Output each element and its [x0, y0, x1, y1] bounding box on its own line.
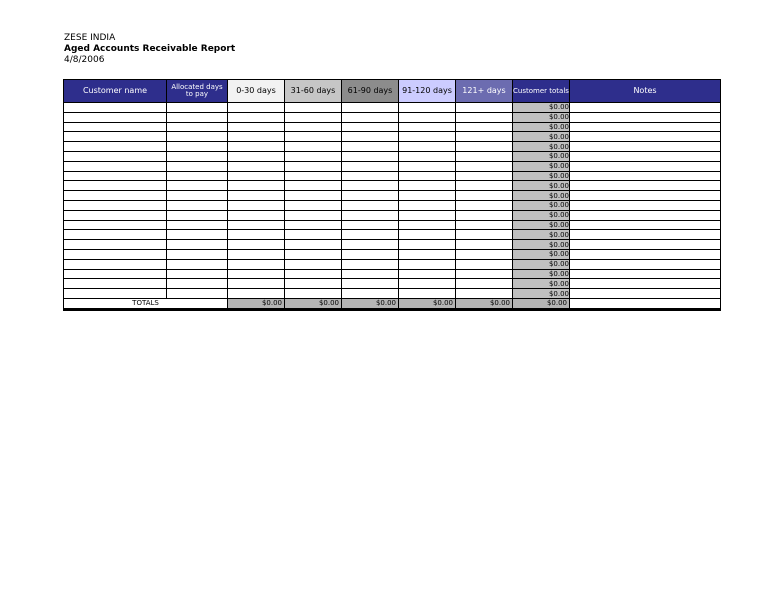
days-61-90-cell[interactable]: [342, 259, 399, 269]
allocated-days-cell[interactable]: [167, 200, 228, 210]
table-row: [64, 132, 721, 142]
days-61-90-cell[interactable]: [342, 181, 399, 191]
days-61-90-cell[interactable]: [342, 269, 399, 279]
allocated-days-cell[interactable]: [167, 210, 228, 220]
days-121-plus-cell[interactable]: [456, 259, 513, 269]
table-row: [64, 112, 721, 122]
notes-cell[interactable]: [570, 181, 721, 191]
customer-total-cell: $0.00: [513, 220, 570, 230]
table-row: [64, 200, 721, 210]
customer-total-cell: $0.00: [513, 230, 570, 240]
customer-total-cell: $0.00: [513, 103, 570, 113]
days-91-120-cell[interactable]: [399, 132, 456, 142]
days-31-60-cell[interactable]: [285, 142, 342, 152]
days-91-120-cell[interactable]: [399, 240, 456, 250]
notes-cell[interactable]: [570, 151, 721, 161]
allocated-days-cell[interactable]: [167, 151, 228, 161]
customer-name-cell[interactable]: [64, 191, 167, 201]
totals-notes-cell: [570, 298, 721, 309]
days-0-30-cell[interactable]: [228, 191, 285, 201]
customer-total-cell: $0.00: [513, 112, 570, 122]
days-121-plus-cell[interactable]: [456, 171, 513, 181]
col-header-customer-totals-label: Customer totals: [513, 86, 569, 95]
days-91-120-cell[interactable]: [399, 112, 456, 122]
days-121-plus-cell[interactable]: [456, 210, 513, 220]
days-91-120-cell[interactable]: [399, 279, 456, 289]
days-0-30-cell[interactable]: [228, 259, 285, 269]
days-91-120-cell[interactable]: [399, 181, 456, 191]
allocated-days-cell[interactable]: [167, 112, 228, 122]
days-31-60-cell[interactable]: [285, 220, 342, 230]
allocated-days-cell[interactable]: [167, 289, 228, 299]
customer-name-cell[interactable]: [64, 112, 167, 122]
grand-total: $0.00: [513, 298, 570, 309]
customer-total-cell: $0.00: [513, 161, 570, 171]
table-row: [64, 171, 721, 181]
col-header-customer-name: Customer name: [64, 80, 167, 103]
days-31-60-cell[interactable]: [285, 181, 342, 191]
days-91-120-cell[interactable]: [399, 289, 456, 299]
customer-name-cell[interactable]: [64, 220, 167, 230]
col-header-121-plus: 121+ days: [456, 80, 513, 103]
days-91-120-cell[interactable]: [399, 161, 456, 171]
days-61-90-cell[interactable]: [342, 112, 399, 122]
days-31-60-cell[interactable]: [285, 230, 342, 240]
customer-total-cell: $0.00: [513, 181, 570, 191]
customer-total-cell: $0.00: [513, 142, 570, 152]
table-row: [64, 259, 721, 269]
customer-total-cell: $0.00: [513, 289, 570, 299]
days-91-120-cell[interactable]: [399, 103, 456, 113]
total-91-120: $0.00: [399, 298, 456, 309]
days-31-60-cell[interactable]: [285, 122, 342, 132]
customer-name-cell[interactable]: [64, 279, 167, 289]
company-name: ZESE INDIA: [64, 33, 116, 43]
allocated-days-cell[interactable]: [167, 171, 228, 181]
days-0-30-cell[interactable]: [228, 200, 285, 210]
days-31-60-cell[interactable]: [285, 210, 342, 220]
customer-name-cell[interactable]: [64, 240, 167, 250]
col-header-31-60: 31-60 days: [285, 80, 342, 103]
customer-name-cell[interactable]: [64, 132, 167, 142]
days-61-90-cell[interactable]: [342, 279, 399, 289]
days-91-120-cell[interactable]: [399, 220, 456, 230]
col-header-0-30: 0-30 days: [228, 80, 285, 103]
allocated-days-cell[interactable]: [167, 122, 228, 132]
col-header-allocated-days: [167, 80, 228, 103]
customer-name-cell[interactable]: [64, 151, 167, 161]
days-31-60-cell[interactable]: [285, 269, 342, 279]
table-row: [64, 269, 721, 279]
allocated-days-cell[interactable]: [167, 103, 228, 113]
customer-name-cell[interactable]: [64, 289, 167, 299]
days-121-plus-cell[interactable]: [456, 240, 513, 250]
days-31-60-cell[interactable]: [285, 249, 342, 259]
table-row: [64, 122, 721, 132]
notes-cell[interactable]: [570, 191, 721, 201]
days-0-30-cell[interactable]: [228, 249, 285, 259]
notes-cell[interactable]: [570, 122, 721, 132]
days-121-plus-cell[interactable]: [456, 151, 513, 161]
allocated-days-cell[interactable]: [167, 132, 228, 142]
days-31-60-cell[interactable]: [285, 240, 342, 250]
customer-name-cell[interactable]: [64, 171, 167, 181]
data-rows: [64, 103, 721, 299]
days-121-plus-cell[interactable]: [456, 230, 513, 240]
days-61-90-cell[interactable]: [342, 161, 399, 171]
days-0-30-cell[interactable]: [228, 132, 285, 142]
customer-total-cell: $0.00: [513, 171, 570, 181]
days-31-60-cell[interactable]: [285, 112, 342, 122]
table-row: [64, 230, 721, 240]
customer-name-cell[interactable]: [64, 103, 167, 113]
days-91-120-cell[interactable]: [399, 259, 456, 269]
allocated-days-cell[interactable]: [167, 259, 228, 269]
notes-cell[interactable]: [570, 289, 721, 299]
days-61-90-cell[interactable]: [342, 289, 399, 299]
table-row: [64, 151, 721, 161]
days-61-90-cell[interactable]: [342, 230, 399, 240]
allocated-days-cell[interactable]: [167, 220, 228, 230]
days-61-90-cell[interactable]: [342, 171, 399, 181]
days-31-60-cell[interactable]: [285, 151, 342, 161]
days-121-plus-cell[interactable]: [456, 289, 513, 299]
customer-total-cell: $0.00: [513, 249, 570, 259]
days-31-60-cell[interactable]: [285, 161, 342, 171]
total-61-90: $0.00: [342, 298, 399, 309]
allocated-days-cell[interactable]: [167, 279, 228, 289]
customer-name-cell[interactable]: [64, 249, 167, 259]
days-61-90-cell[interactable]: [342, 240, 399, 250]
notes-cell[interactable]: [570, 220, 721, 230]
days-121-plus-cell[interactable]: [456, 279, 513, 289]
customer-name-cell[interactable]: [64, 181, 167, 191]
days-0-30-cell[interactable]: [228, 103, 285, 113]
notes-cell[interactable]: [570, 132, 721, 142]
table-row: [64, 289, 721, 299]
table-row: [64, 161, 721, 171]
days-91-120-cell[interactable]: [399, 151, 456, 161]
days-0-30-cell[interactable]: [228, 122, 285, 132]
customer-total-cell: $0.00: [513, 132, 570, 142]
customer-name-cell[interactable]: [64, 269, 167, 279]
header-row: [64, 80, 721, 103]
table-row: [64, 181, 721, 191]
days-0-30-cell[interactable]: [228, 269, 285, 279]
table-row: [64, 103, 721, 113]
days-0-30-cell[interactable]: [228, 151, 285, 161]
customer-name-cell[interactable]: [64, 161, 167, 171]
table-row: [64, 240, 721, 250]
days-121-plus-cell[interactable]: [456, 132, 513, 142]
days-91-120-cell[interactable]: [399, 230, 456, 240]
days-121-plus-cell[interactable]: [456, 112, 513, 122]
days-91-120-cell[interactable]: [399, 171, 456, 181]
notes-cell[interactable]: [570, 171, 721, 181]
allocated-days-cell[interactable]: [167, 240, 228, 250]
col-header-notes: Notes: [570, 80, 721, 103]
receivables-table: [63, 79, 721, 311]
allocated-days-cell[interactable]: [167, 269, 228, 279]
totals-label: TOTALS: [64, 298, 228, 309]
allocated-days-cell[interactable]: [167, 249, 228, 259]
days-121-plus-cell[interactable]: [456, 181, 513, 191]
totals-row: [64, 298, 721, 309]
days-121-plus-cell[interactable]: [456, 200, 513, 210]
days-91-120-cell[interactable]: [399, 269, 456, 279]
customer-total-cell: $0.00: [513, 191, 570, 201]
customer-total-cell: $0.00: [513, 151, 570, 161]
customer-total-cell: $0.00: [513, 210, 570, 220]
days-61-90-cell[interactable]: [342, 151, 399, 161]
allocated-days-cell[interactable]: [167, 230, 228, 240]
days-31-60-cell[interactable]: [285, 200, 342, 210]
days-61-90-cell[interactable]: [342, 103, 399, 113]
notes-cell[interactable]: [570, 259, 721, 269]
allocated-days-cell[interactable]: [167, 181, 228, 191]
days-0-30-cell[interactable]: [228, 289, 285, 299]
days-91-120-cell[interactable]: [399, 191, 456, 201]
days-0-30-cell[interactable]: [228, 112, 285, 122]
days-0-30-cell[interactable]: [228, 240, 285, 250]
days-0-30-cell[interactable]: [228, 210, 285, 220]
days-61-90-cell[interactable]: [342, 132, 399, 142]
days-61-90-cell[interactable]: [342, 200, 399, 210]
notes-cell[interactable]: [570, 230, 721, 240]
col-header-allocated-days-label: Allocated days to pay: [171, 83, 223, 98]
days-91-120-cell[interactable]: [399, 210, 456, 220]
customer-name-cell[interactable]: [64, 142, 167, 152]
days-31-60-cell[interactable]: [285, 279, 342, 289]
days-31-60-cell[interactable]: [285, 103, 342, 113]
col-header-61-90: 61-90 days: [342, 80, 399, 103]
total-31-60: $0.00: [285, 298, 342, 309]
report-date: 4/8/2006: [64, 55, 105, 65]
notes-cell[interactable]: [570, 269, 721, 279]
days-91-120-cell[interactable]: [399, 200, 456, 210]
table-row: [64, 279, 721, 289]
table-row: [64, 220, 721, 230]
customer-total-cell: $0.00: [513, 200, 570, 210]
notes-cell[interactable]: [570, 103, 721, 113]
table-row: [64, 249, 721, 259]
customer-total-cell: $0.00: [513, 240, 570, 250]
notes-cell[interactable]: [570, 112, 721, 122]
table-row: [64, 142, 721, 152]
report-title: Aged Accounts Receivable Report: [64, 44, 236, 54]
days-121-plus-cell[interactable]: [456, 122, 513, 132]
days-0-30-cell[interactable]: [228, 142, 285, 152]
days-0-30-cell[interactable]: [228, 161, 285, 171]
customer-name-cell[interactable]: [64, 259, 167, 269]
allocated-days-cell[interactable]: [167, 191, 228, 201]
customer-name-cell[interactable]: [64, 230, 167, 240]
customer-name-cell[interactable]: [64, 122, 167, 132]
days-0-30-cell[interactable]: [228, 279, 285, 289]
days-31-60-cell[interactable]: [285, 289, 342, 299]
days-0-30-cell[interactable]: [228, 181, 285, 191]
allocated-days-cell[interactable]: [167, 161, 228, 171]
customer-name-cell[interactable]: [64, 210, 167, 220]
notes-cell[interactable]: [570, 161, 721, 171]
days-0-30-cell[interactable]: [228, 230, 285, 240]
days-121-plus-cell[interactable]: [456, 161, 513, 171]
days-121-plus-cell[interactable]: [456, 249, 513, 259]
notes-cell[interactable]: [570, 142, 721, 152]
notes-cell[interactable]: [570, 279, 721, 289]
notes-cell[interactable]: [570, 200, 721, 210]
days-121-plus-cell[interactable]: [456, 103, 513, 113]
customer-total-cell: $0.00: [513, 259, 570, 269]
days-121-plus-cell[interactable]: [456, 191, 513, 201]
days-31-60-cell[interactable]: [285, 191, 342, 201]
customer-total-cell: $0.00: [513, 269, 570, 279]
days-31-60-cell[interactable]: [285, 171, 342, 181]
days-121-plus-cell[interactable]: [456, 142, 513, 152]
days-0-30-cell[interactable]: [228, 220, 285, 230]
days-91-120-cell[interactable]: [399, 249, 456, 259]
days-61-90-cell[interactable]: [342, 142, 399, 152]
days-61-90-cell[interactable]: [342, 210, 399, 220]
days-0-30-cell[interactable]: [228, 171, 285, 181]
notes-cell[interactable]: [570, 249, 721, 259]
table-row: [64, 210, 721, 220]
days-31-60-cell[interactable]: [285, 259, 342, 269]
total-121-plus: $0.00: [456, 298, 513, 309]
days-91-120-cell[interactable]: [399, 122, 456, 132]
col-header-customer-totals: [513, 80, 570, 103]
days-61-90-cell[interactable]: [342, 122, 399, 132]
customer-name-cell[interactable]: [64, 200, 167, 210]
customer-total-cell: $0.00: [513, 279, 570, 289]
days-61-90-cell[interactable]: [342, 220, 399, 230]
days-61-90-cell[interactable]: [342, 191, 399, 201]
total-0-30: $0.00: [228, 298, 285, 309]
notes-cell[interactable]: [570, 210, 721, 220]
days-31-60-cell[interactable]: [285, 132, 342, 142]
table-row: [64, 191, 721, 201]
allocated-days-cell[interactable]: [167, 142, 228, 152]
days-91-120-cell[interactable]: [399, 142, 456, 152]
days-121-plus-cell[interactable]: [456, 220, 513, 230]
days-61-90-cell[interactable]: [342, 249, 399, 259]
col-header-91-120: 91-120 days: [399, 80, 456, 103]
days-121-plus-cell[interactable]: [456, 269, 513, 279]
notes-cell[interactable]: [570, 240, 721, 250]
customer-total-cell: $0.00: [513, 122, 570, 132]
